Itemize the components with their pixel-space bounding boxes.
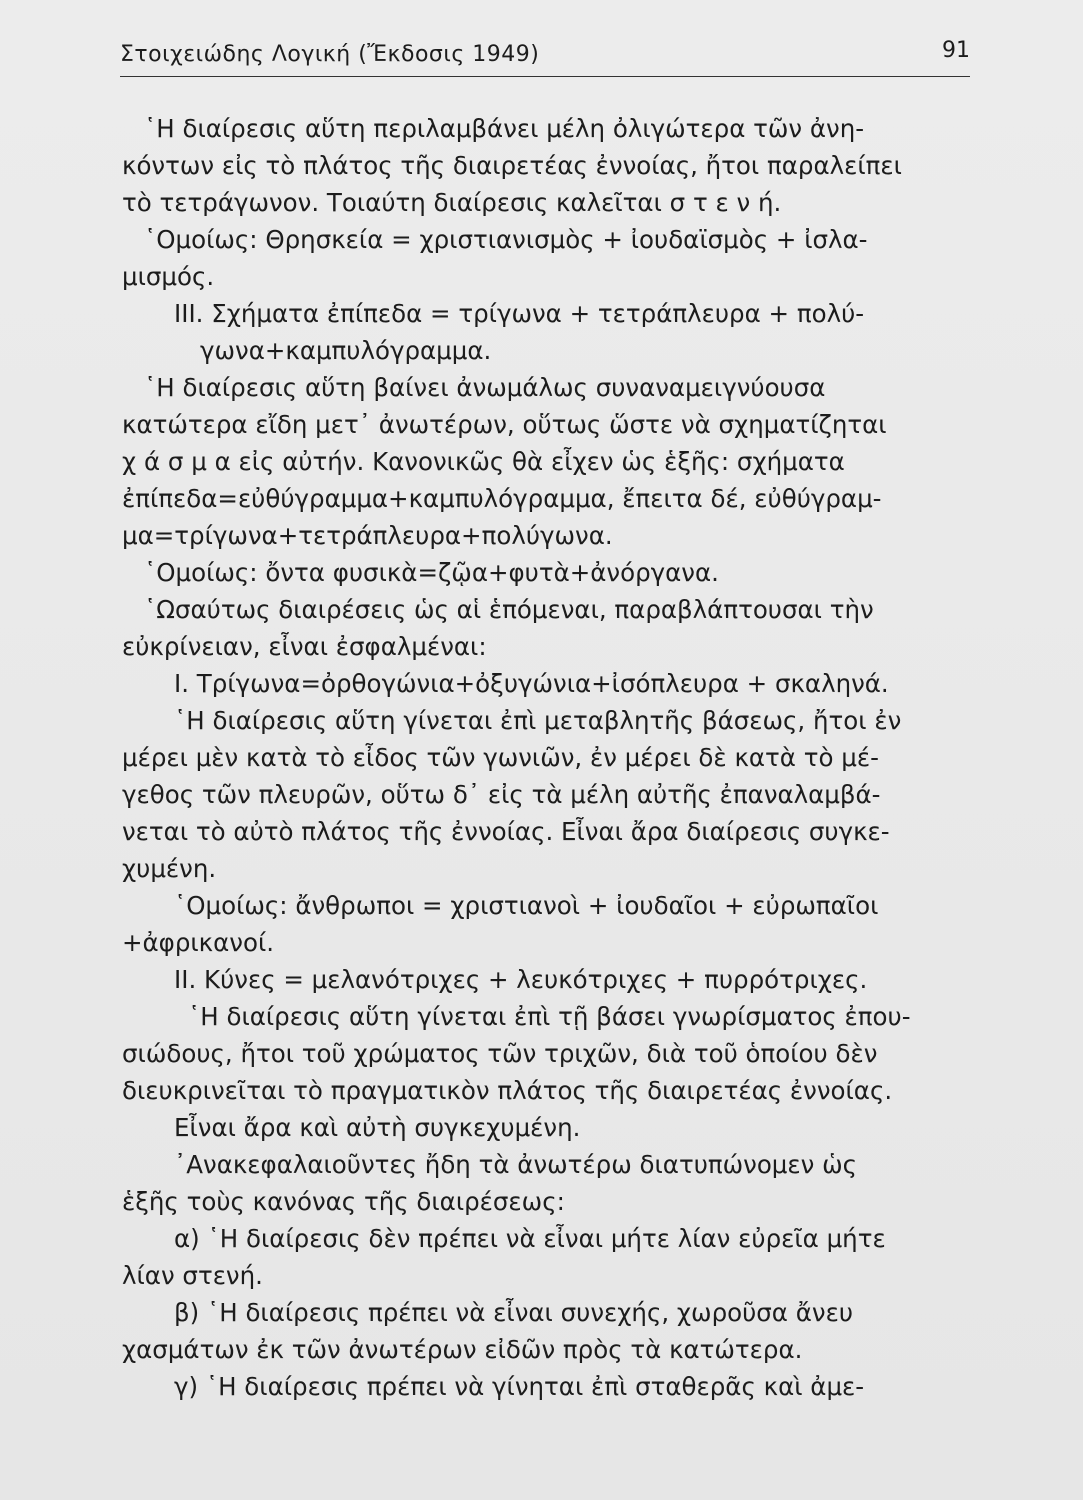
text-line: ῾Η διαίρεσις αὕτη βαίνει ἀνωμάλως συναναμειγνύουσα xyxy=(144,373,826,402)
text-line: μα=τρίγωνα+τετράπλευρα+πολύγωνα. xyxy=(122,521,613,550)
text-line: +ἀφρικανοί. xyxy=(122,928,275,957)
text-line: λίαν στενή. xyxy=(122,1261,263,1290)
text-line: ῾Ωσαύτως διαιρέσεις ὡς αἱ ἑπόμεναι, παραβλάπτουσαι τὴν xyxy=(144,595,874,624)
text-line: γ) ῾Η διαίρεσις πρέπει νὰ γίνηται ἐπὶ σταθερᾶς καὶ ἀμε- xyxy=(174,1372,865,1401)
text-line: ῾Η διαίρεσις αὕτη γίνεται ἐπὶ μεταβλητῆς βάσεως, ἤτοι ἐν xyxy=(174,706,902,735)
page-number: 91 xyxy=(942,38,970,63)
text-line: III. Σχήματα ἐπίπεδα = τρίγωνα + τετράπλευρα + πολύ- xyxy=(174,299,865,328)
text-line: ῾Η διαίρεσις αὕτη περιλαμβάνει μέλη ὀλιγώτερα τῶν ἀνη- xyxy=(144,114,865,143)
text-line: γεθος τῶν πλευρῶν, οὕτω δ᾽ εἰς τὰ μέλη αὐτῆς ἐπαναλαμβά- xyxy=(122,780,881,809)
text-line: ἑξῆς τοὺς κανόνας τῆς διαιρέσεως: xyxy=(122,1187,565,1216)
body-text xyxy=(122,110,982,1405)
running-header xyxy=(120,40,970,77)
text-line: ἐπίπεδα=εὐθύγραμμα+καμπυλόγραμμα, ἔπειτα δέ, εὐθύγραμ- xyxy=(122,484,882,513)
text-line: β) ῾Η διαίρεσις πρέπει νὰ εἶναι συνεχής, χωροῦσα ἄνευ xyxy=(174,1298,854,1327)
text-line: νεται τὸ αὐτὸ πλάτος τῆς ἐννοίας. Εἶναι ἄρα διαίρεσις συγκε- xyxy=(122,817,890,846)
text-line: α) ῾Η διαίρεσις δὲν πρέπει νὰ εἶναι μήτε λίαν εὐρεῖα μήτε xyxy=(174,1224,886,1253)
text-line: μέρει μὲν κατὰ τὸ εἶδος τῶν γωνιῶν, ἐν μέρει δὲ κατὰ τὸ μέ- xyxy=(122,743,879,772)
text-line: κόντων εἰς τὸ πλάτος τῆς διαιρετέας ἐννοίας, ἤτοι παραλείπει xyxy=(122,151,902,180)
text-line: εὐκρίνειαν, εἶναι ἐσφαλμέναι: xyxy=(122,632,487,661)
text-line: διευκρινεῖται τὸ πραγματικὸν πλάτος τῆς διαιρετέας ἐννοίας. xyxy=(122,1076,893,1105)
text-line: χασμάτων ἐκ τῶν ἀνωτέρων εἰδῶν πρὸς τὰ κατώτερα. xyxy=(122,1335,803,1364)
text-line: κατώτερα εἴδη μετ᾽ ἀνωτέρων, οὕτως ὥστε νὰ σχηματίζηται xyxy=(122,410,887,439)
text-line: ῾Ομοίως: ἄνθρωποι = χριστιανοὶ + ἰουδαῖοι + εὐρωπαῖοι xyxy=(174,891,879,920)
text-line: χ ά σ μ α εἰς αὐτήν. Κανονικῶς θὰ εἶχεν ὡς ἑξῆς: σχήματα xyxy=(122,447,845,476)
text-line: I. Τρίγωνα=ὀρθογώνια+ὀξυγώνια+ἰσόπλευρα + σκαληνά. xyxy=(174,669,889,698)
text-line: χυμένη. xyxy=(122,854,217,883)
text-line: ᾽Ανακεφαλαιοῦντες ἤδη τὰ ἀνωτέρω διατυπώνομεν ὡς xyxy=(174,1150,858,1179)
text-line: Εἶναι ἄρα καὶ αὐτὴ συγκεχυμένη. xyxy=(174,1113,581,1142)
text-line: μισμός. xyxy=(122,262,215,291)
text-line: ῾Ομοίως: ὄντα φυσικὰ=ζῷα+φυτὰ+ἀνόργανα. xyxy=(144,558,719,587)
text-line: ῾Ομοίως: Θρησκεία = χριστιανισμὸς + ἰουδαϊσμὸς + ἰσλα- xyxy=(144,225,868,254)
header-title: Στοιχειώδης Λογική (Ἔκδοσις 1949) xyxy=(120,42,540,67)
text-line: σιώδους, ἤτοι τοῦ χρώματος τῶν τριχῶν, διὰ τοῦ ὁποίου δὲν xyxy=(122,1039,878,1068)
text-line: γωνα+καμπυλόγραμμα. xyxy=(200,336,492,365)
text-line: II. Κύνες = μελανότριχες + λευκότριχες + πυρρότριχες. xyxy=(174,965,868,994)
text-line: ῾Η διαίρεσις αὕτη γίνεται ἐπὶ τῇ βάσει γνωρίσματος ἐπου- xyxy=(188,1002,911,1031)
text-line: τὸ τετράγωνον. Τοιαύτη διαίρεσις καλεῖται σ τ ε ν ή. xyxy=(122,188,782,217)
